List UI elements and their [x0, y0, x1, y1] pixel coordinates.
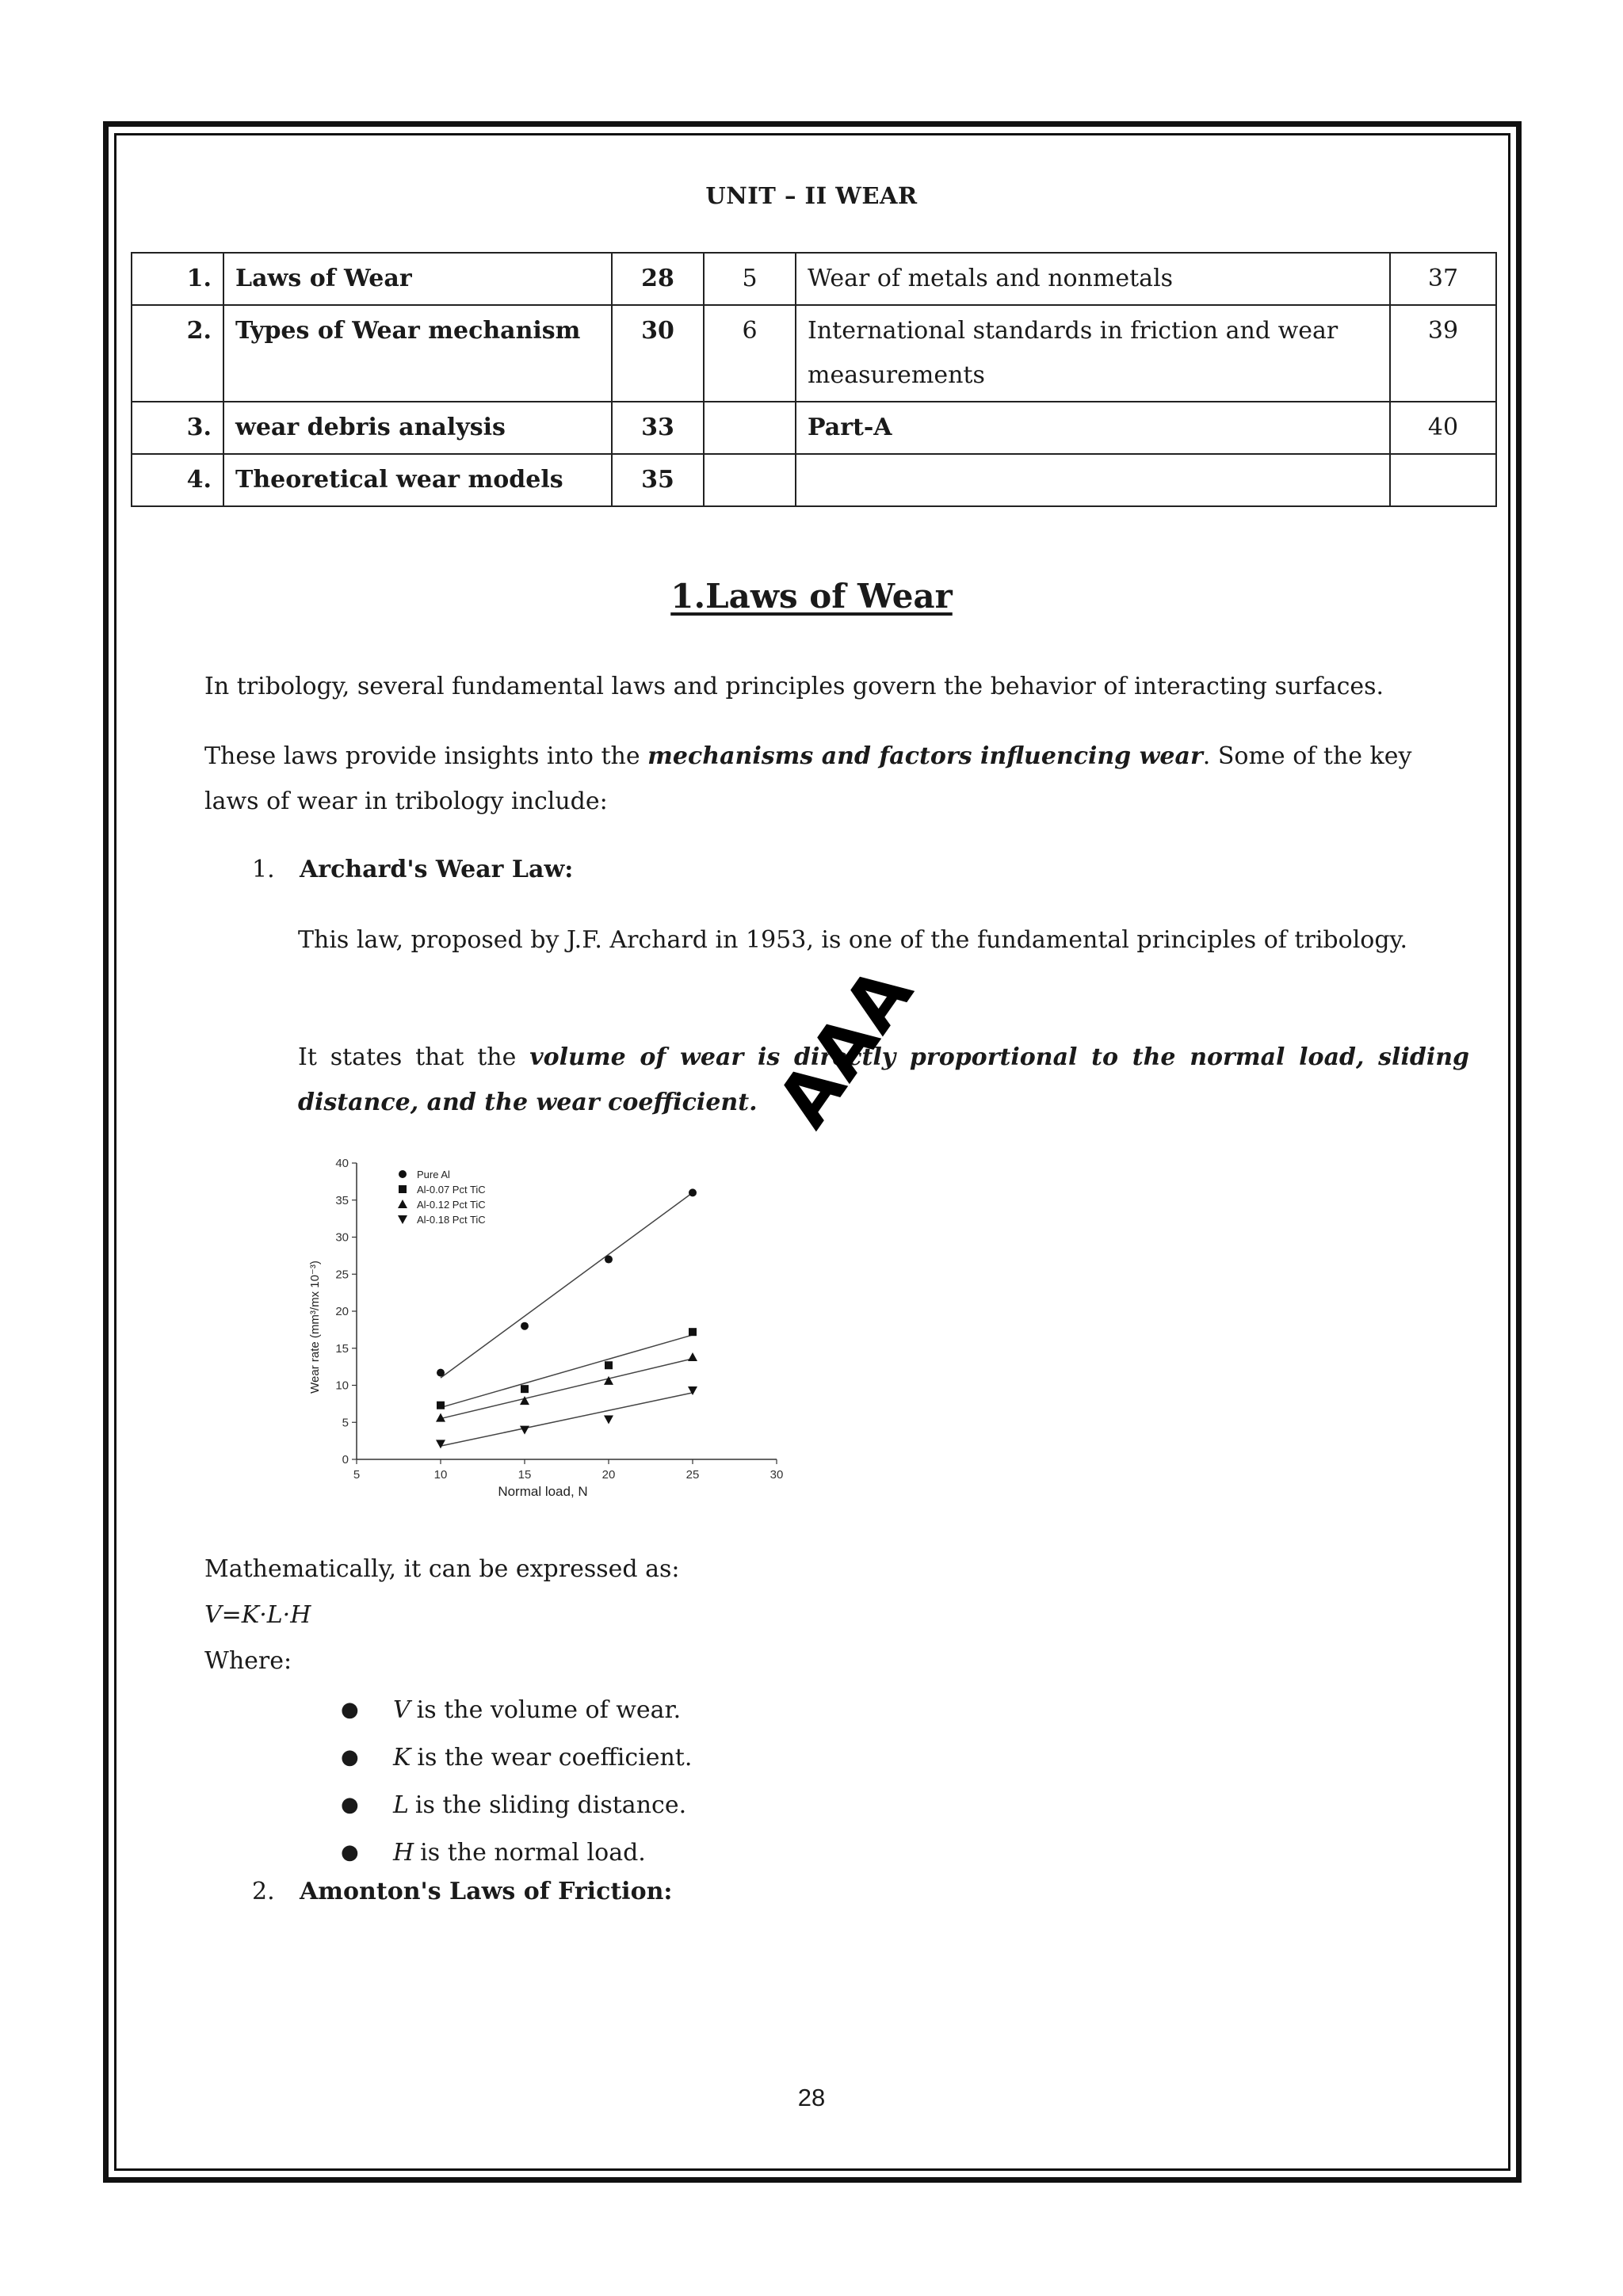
- toc-title: Wear of metals and nonmetals: [796, 253, 1390, 305]
- x-tick-label: 10: [433, 1468, 448, 1482]
- variable-description: is the wear coefficient.: [417, 1743, 693, 1772]
- data-point: [521, 1322, 529, 1330]
- data-point: [437, 1402, 445, 1409]
- toc-title: [796, 454, 1390, 506]
- chart-fit-lines: [441, 1192, 693, 1446]
- math-intro: Mathematically, it can be expressed as:: [204, 1555, 680, 1583]
- data-point: [520, 1426, 529, 1435]
- intro-emphasis: mechanisms and factors influencing wear: [647, 742, 1203, 770]
- list-title: Archard's Wear Law:: [300, 856, 574, 883]
- toc-title: Types of Wear mechanism: [223, 305, 612, 402]
- variable-symbol: H: [393, 1838, 414, 1867]
- bullet-icon: ●: [341, 1793, 359, 1817]
- variable-list: [341, 1686, 692, 1876]
- wear-rate-chart: [292, 1149, 799, 1521]
- list-item: [341, 1829, 692, 1876]
- series-fit-line: [441, 1359, 693, 1419]
- legend-marker: [399, 1170, 407, 1178]
- y-tick-label: 40: [335, 1157, 349, 1170]
- chart-markers: [436, 1188, 697, 1448]
- toc-page: 33: [612, 402, 704, 454]
- legend-label: Al-0.18 Pct TiC: [417, 1214, 486, 1226]
- legend-label: Al-0.12 Pct TiC: [417, 1199, 486, 1211]
- chart-legend: [398, 1169, 486, 1226]
- y-tick-label: 15: [335, 1341, 349, 1356]
- data-point: [436, 1440, 445, 1448]
- list-number: 1.: [252, 856, 275, 883]
- toc-number: [704, 454, 796, 506]
- intro-paragraph-2: [204, 734, 1472, 824]
- data-point: [605, 1256, 613, 1264]
- toc-number: 6: [704, 305, 796, 402]
- toc-page: [1390, 454, 1496, 506]
- toc-page: 39: [1390, 305, 1496, 402]
- variable-description: is the normal load.: [420, 1838, 646, 1867]
- table-row: [132, 253, 1496, 305]
- y-tick-label: 10: [335, 1379, 349, 1393]
- y-tick-label: 5: [342, 1416, 349, 1430]
- toc-title: International standards in friction and wear measurements: [796, 305, 1390, 402]
- chart-x-label: Normal load, N: [498, 1484, 588, 1499]
- x-tick-label: 15: [517, 1468, 532, 1482]
- archard-paragraph-1: This law, proposed by J.F. Archard in 1953, is one of the fundamental principles of tribology.: [298, 926, 1408, 954]
- data-point: [521, 1385, 529, 1393]
- where-label: Where:: [204, 1647, 292, 1675]
- bullet-icon: ●: [341, 1840, 359, 1864]
- legend-marker: [398, 1199, 407, 1208]
- data-point: [689, 1328, 697, 1336]
- unit-title: UNIT – II WEAR: [705, 182, 918, 209]
- formula: V=K·L·H: [204, 1601, 311, 1629]
- legend-marker: [398, 1215, 407, 1224]
- variable-symbol: V: [393, 1695, 411, 1724]
- list-item: [341, 1733, 692, 1781]
- variable-symbol: K: [393, 1743, 411, 1772]
- x-tick-label: 30: [769, 1468, 784, 1482]
- variable-description: is the volume of wear.: [416, 1695, 682, 1724]
- toc-number: 4.: [132, 454, 223, 506]
- toc-title: Laws of Wear: [223, 253, 612, 305]
- legend-label: Al-0.07 Pct TiC: [417, 1184, 486, 1196]
- toc-page: 35: [612, 454, 704, 506]
- y-tick-label: 35: [335, 1193, 349, 1207]
- legend-label: Pure Al: [417, 1169, 450, 1180]
- series-fit-line: [441, 1393, 693, 1446]
- toc-page: 40: [1390, 402, 1496, 454]
- bullet-icon: ●: [341, 1745, 359, 1769]
- list-number: 2.: [252, 1878, 275, 1905]
- toc-title: wear debris analysis: [223, 402, 612, 454]
- list-item: [341, 1781, 692, 1829]
- toc-number: 5: [704, 253, 796, 305]
- toc-number: 1.: [132, 253, 223, 305]
- x-tick-label: 5: [353, 1468, 361, 1482]
- table-row: [132, 402, 1496, 454]
- toc-number: [704, 402, 796, 454]
- contents-table: [131, 252, 1497, 507]
- list-title: Amonton's Laws of Friction:: [300, 1878, 673, 1905]
- intro-text: . Some of the key laws of wear in tribology include:: [204, 742, 1412, 815]
- series-fit-line: [441, 1335, 693, 1408]
- x-tick-label: 25: [685, 1468, 700, 1482]
- page-number: 28: [797, 2084, 826, 2111]
- chart-y-label: Wear rate (mm³/mx 10⁻³): [308, 1261, 322, 1394]
- watermark: AAA: [761, 951, 930, 1142]
- y-tick-label: 30: [335, 1230, 349, 1245]
- toc-page: 28: [612, 253, 704, 305]
- x-tick-label: 20: [601, 1468, 616, 1482]
- section-heading: 1.Laws of Wear: [670, 577, 953, 616]
- toc-number: 3.: [132, 402, 223, 454]
- archard-emphasis: volume of wear is directly proportional to the normal load, sliding distance, and the wear coefficient.: [298, 1043, 1470, 1116]
- data-point: [604, 1416, 613, 1425]
- data-point: [437, 1369, 445, 1377]
- data-point: [605, 1361, 613, 1369]
- table-row: [132, 305, 1496, 402]
- variable-description: is the sliding distance.: [414, 1791, 687, 1819]
- y-tick-label: 0: [342, 1453, 349, 1466]
- toc-page: 30: [612, 305, 704, 402]
- data-point: [688, 1352, 697, 1361]
- list-item: [341, 1686, 692, 1733]
- table-row: [132, 454, 1496, 506]
- legend-marker: [399, 1185, 407, 1193]
- data-point: [689, 1188, 697, 1196]
- toc-title: Part-A: [796, 402, 1390, 454]
- intro-paragraph-1: In tribology, several fundamental laws and principles govern the behavior of interacting surfaces.: [204, 673, 1384, 700]
- intro-text: These laws provide insights into the: [204, 742, 648, 770]
- archard-text: It states that the: [298, 1043, 530, 1071]
- toc-number: 2.: [132, 305, 223, 402]
- y-tick-label: 25: [335, 1268, 349, 1282]
- toc-title: Theoretical wear models: [223, 454, 612, 506]
- toc-page: 37: [1390, 253, 1496, 305]
- variable-symbol: L: [393, 1791, 409, 1819]
- y-tick-label: 20: [335, 1305, 349, 1318]
- bullet-icon: ●: [341, 1698, 359, 1722]
